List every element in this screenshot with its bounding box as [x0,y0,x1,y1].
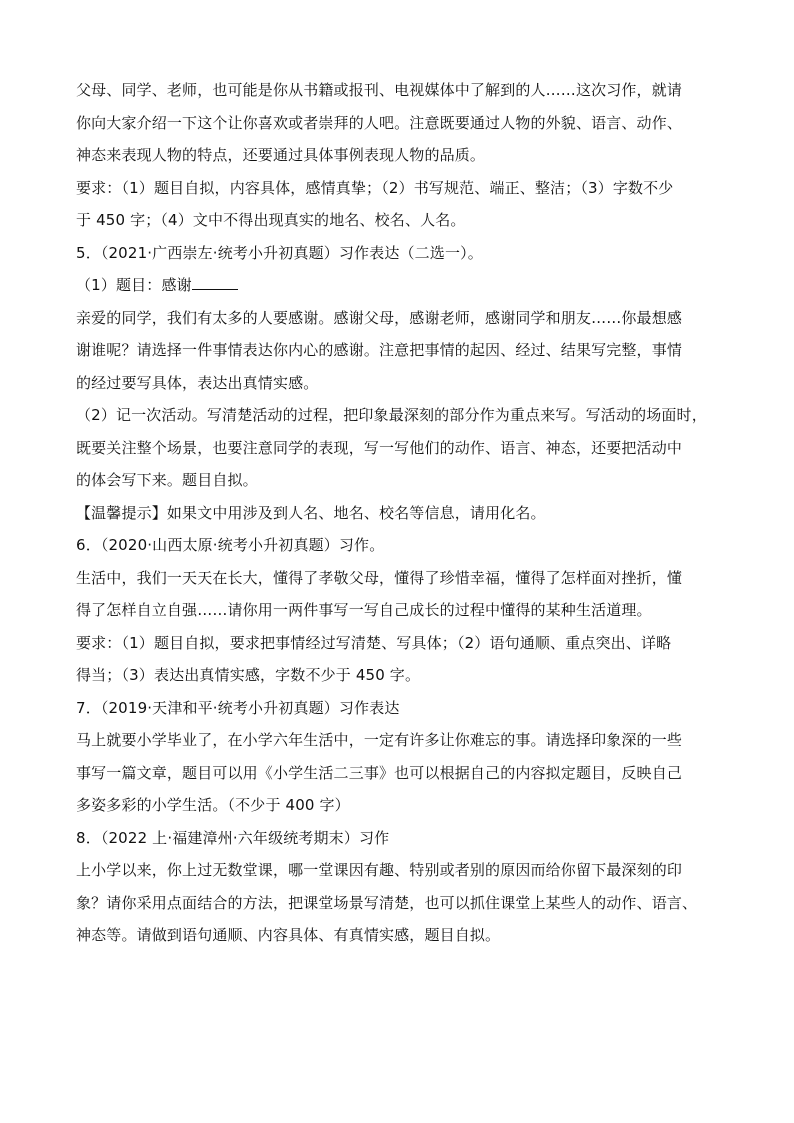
fill-in-blank [192,275,238,290]
text-line: 神态等。请做到语句通顺、内容具体、有真情实感，题目自拟。 [76,926,501,944]
text-line: 你向大家介绍一下这个让你喜欢或者崇拜的人吧。注意既要通过人物的外貌、语言、动作、 [76,113,683,132]
text-line: 事写一篇文章，题目可以用《小学生活二三事》也可以根据自己的内容拟定题目，反映自己 [76,763,683,782]
text-line: 的体会写下来。题目自拟。 [76,471,258,489]
text-line: 父母、同学、老师，也可能是你从书籍或报刊、电视媒体中了解到的人……这次习作，就请 [76,81,683,99]
text-line: 亲爱的同学，我们有太多的人要感谢。感谢父母，感谢老师，感谢同学和朋友……你最想感 [76,308,683,327]
question-6-heading: 6．（2020·山西太原·统考小升初真题）习作。 [76,536,385,554]
requirements-line: 要求：（1）题目自拟，内容具体，感情真挚；（2）书写规范、端正、整洁；（3）字数不少 [76,178,674,197]
question-7-heading: 7．（2019·天津和平·统考小升初真题）习作表达 [76,698,400,717]
text-line: 的经过要写具体，表达出真情实感。 [76,373,319,392]
requirements-line: 要求：（1）题目自拟，要求把事情经过写清楚、写具体；（2）语句通顺、重点突出、详略 [76,633,672,652]
tip-line: 【温馨提示】如果文中用涉及到人名、地名、校名等信息，请用化名。 [76,503,546,522]
text-line: 既要关注整个场景，也要注意同学的表现，写一写他们的动作、语言、神态，还要把活动中 [76,438,683,457]
text-line: 得了怎样自立自强……请你用一两件事写一写自己成长的过程中懂得的某种生活道理。 [76,601,652,619]
text-line: 多姿多彩的小学生活。（不少于 400 字） [76,796,350,814]
text-line: 上小学以来，你上过无数堂课，哪一堂课因有趣、特别或者别的原因而给你留下最深刻的印 [76,861,683,879]
document-body [76,74,726,952]
text-line: 谢谁呢？请选择一件事情表达你内心的感谢。注意把事情的起因、经过、结果写完整，事情 [76,341,683,359]
option-1-title-text: （1）题目：感谢 [76,276,192,294]
option-2-line: （2）记一次活动。写清楚活动的过程，把印象最深刻的部分作为重点来写。写活动的场面时， [76,406,707,424]
text-line: 神态来表现人物的特点，还要通过具体事例表现人物的品质。 [76,146,486,164]
requirements-line: 于 450 字；（4）文中不得出现真实的地名、校名、人名。 [76,211,466,229]
text-line: 生活中，我们一天天在长大，懂得了孝敬父母，懂得了珍惜幸福，懂得了怎样面对挫折，懂 [76,568,683,587]
text-line: 马上就要小学毕业了，在小学六年生活中，一定有许多让你难忘的事。请选择印象深的一些 [76,731,683,749]
text-line: 象？请你采用点面结合的方法，把课堂场景写清楚，也可以抓住课堂上某些人的动作、语言、 [76,893,698,912]
question-5-heading: 5．（2021·广西崇左·统考小升初真题）习作表达（二选一）。 [76,243,483,262]
requirements-line: 得当；（3）表达出真情实感，字数不少于 450 字。 [76,666,421,684]
option-1-title [76,269,726,302]
question-8-heading: 8．（2022 上·福建漳州·六年级统考期末）习作 [76,828,390,847]
